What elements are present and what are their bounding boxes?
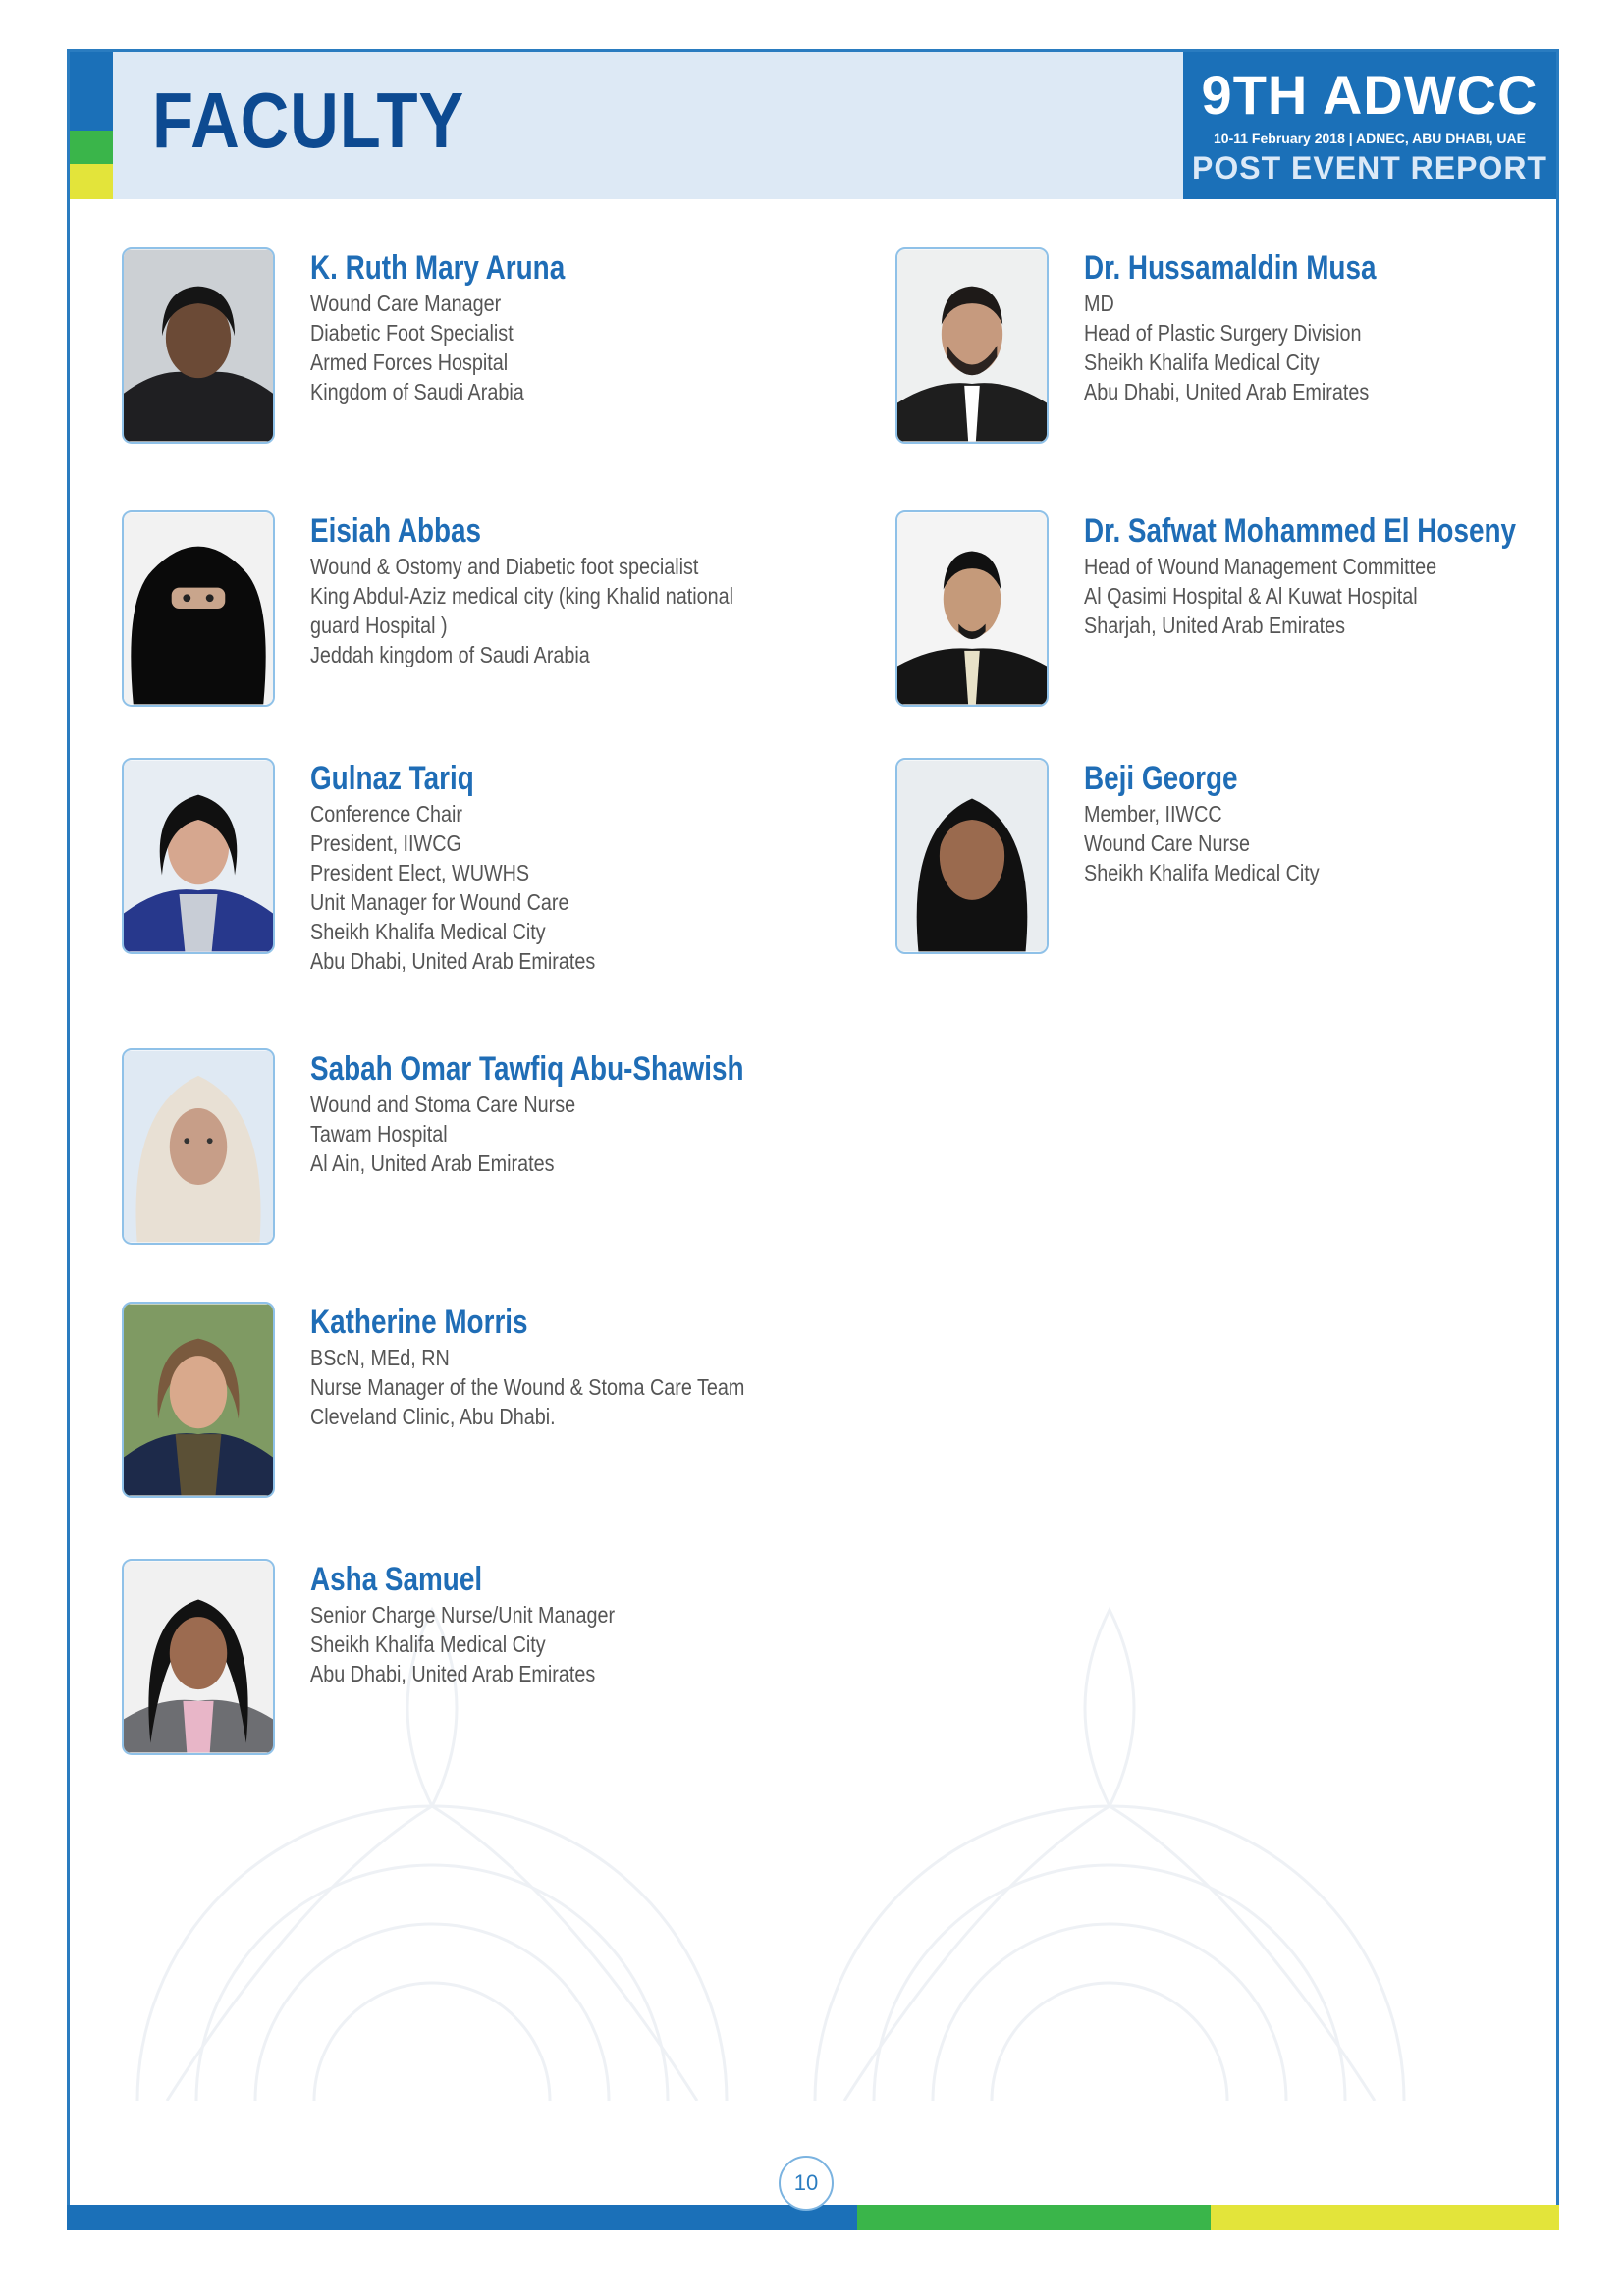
faculty-detail: Wound & Ostomy and Diabetic foot specialist — [310, 554, 699, 579]
faculty-detail: Senior Charge Nurse/Unit Manager — [310, 1602, 616, 1628]
faculty-info — [1084, 758, 1614, 887]
faculty-detail: Abu Dhabi, United Arab Emirates — [310, 948, 596, 974]
faculty-info — [310, 1559, 840, 1688]
faculty-detail: Sheikh Khalifa Medical City — [1084, 349, 1320, 375]
faculty-detail: Wound Care Manager — [310, 291, 502, 316]
faculty-detail: Conference Chair — [310, 801, 463, 827]
faculty-photo — [122, 758, 275, 954]
faculty-info — [310, 510, 840, 669]
faculty-info — [310, 1048, 840, 1178]
faculty-name: Dr. Safwat Mohammed El Hoseny — [1084, 512, 1517, 550]
faculty-detail: MD — [1084, 291, 1114, 316]
faculty-info — [1084, 510, 1614, 640]
faculty-photo — [122, 510, 275, 707]
event-badge-title: 9TH ADWCC — [1201, 64, 1539, 126]
faculty-detail: Al Qasimi Hospital & Al Kuwat Hospital — [1084, 583, 1418, 609]
faculty-detail: Sharjah, United Arab Emirates — [1084, 613, 1346, 638]
faculty-info — [310, 1302, 840, 1431]
header-stripe-blue — [70, 52, 113, 131]
faculty-detail: Head of Wound Management Committee — [1084, 554, 1437, 579]
faculty-name: Sabah Omar Tawfiq Abu-Shawish — [310, 1050, 744, 1088]
faculty-detail: Sheikh Khalifa Medical City — [310, 919, 546, 944]
event-badge-subtitle: 10-11 February 2018 | ADNEC, ABU DHABI, UAE — [1214, 131, 1526, 146]
faculty-detail: Unit Manager for Wound Care — [310, 889, 569, 915]
faculty-photo — [122, 1302, 275, 1498]
header-stripe-yellow — [70, 164, 113, 199]
faculty-name: K. Ruth Mary Aruna — [310, 249, 566, 287]
footer-bar-blue — [67, 2205, 857, 2230]
faculty-name: Katherine Morris — [310, 1304, 528, 1341]
faculty-detail: Tawam Hospital — [310, 1121, 448, 1147]
faculty-photo — [895, 510, 1049, 707]
faculty-detail: Sheikh Khalifa Medical City — [310, 1631, 546, 1657]
faculty-photo — [895, 758, 1049, 954]
footer-bar-green — [857, 2205, 1211, 2230]
faculty-detail: guard Hospital ) — [310, 613, 448, 638]
faculty-detail: King Abdul-Aziz medical city (king Khalid national — [310, 583, 733, 609]
faculty-detail: Armed Forces Hospital — [310, 349, 509, 375]
faculty-detail: Diabetic Foot Specialist — [310, 320, 514, 346]
faculty-detail: Abu Dhabi, United Arab Emirates — [310, 1661, 596, 1686]
faculty-info — [310, 758, 840, 976]
faculty-detail: President Elect, WUWHS — [310, 860, 530, 885]
faculty-detail: Nurse Manager of the Wound & Stoma Care Team — [310, 1374, 745, 1400]
page-title: FACULTY — [152, 77, 465, 164]
faculty-detail: Wound and Stoma Care Nurse — [310, 1092, 576, 1117]
faculty-photo — [122, 247, 275, 444]
faculty-photo — [895, 247, 1049, 444]
faculty-detail: Cleveland Clinic, Abu Dhabi. — [310, 1404, 556, 1429]
faculty-detail: Wound Care Nurse — [1084, 830, 1250, 856]
faculty-detail: Jeddah kingdom of Saudi Arabia — [310, 642, 590, 667]
faculty-info — [310, 247, 840, 406]
faculty-photo — [122, 1559, 275, 1755]
faculty-name: Beji George — [1084, 760, 1238, 797]
faculty-detail: Member, IIWCC — [1084, 801, 1222, 827]
header-stripe-green — [70, 131, 113, 164]
faculty-name: Dr. Hussamaldin Musa — [1084, 249, 1377, 287]
faculty-detail: BScN, MEd, RN — [310, 1345, 450, 1370]
faculty-detail: Sheikh Khalifa Medical City — [1084, 860, 1320, 885]
faculty-name: Asha Samuel — [310, 1561, 483, 1598]
faculty-detail: Al Ain, United Arab Emirates — [310, 1150, 555, 1176]
faculty-detail: Kingdom of Saudi Arabia — [310, 379, 524, 404]
faculty-name: Gulnaz Tariq — [310, 760, 474, 797]
event-badge — [1183, 52, 1556, 199]
faculty-name: Eisiah Abbas — [310, 512, 482, 550]
faculty-detail: Abu Dhabi, United Arab Emirates — [1084, 379, 1370, 404]
page-number: 10 — [779, 2156, 834, 2211]
page-header — [70, 52, 1556, 199]
event-badge-report: POST EVENT REPORT — [1192, 150, 1547, 186]
footer-bar-yellow — [1211, 2205, 1559, 2230]
faculty-detail: Head of Plastic Surgery Division — [1084, 320, 1362, 346]
faculty-info — [1084, 247, 1614, 406]
faculty-photo — [122, 1048, 275, 1245]
faculty-detail: President, IIWCG — [310, 830, 461, 856]
